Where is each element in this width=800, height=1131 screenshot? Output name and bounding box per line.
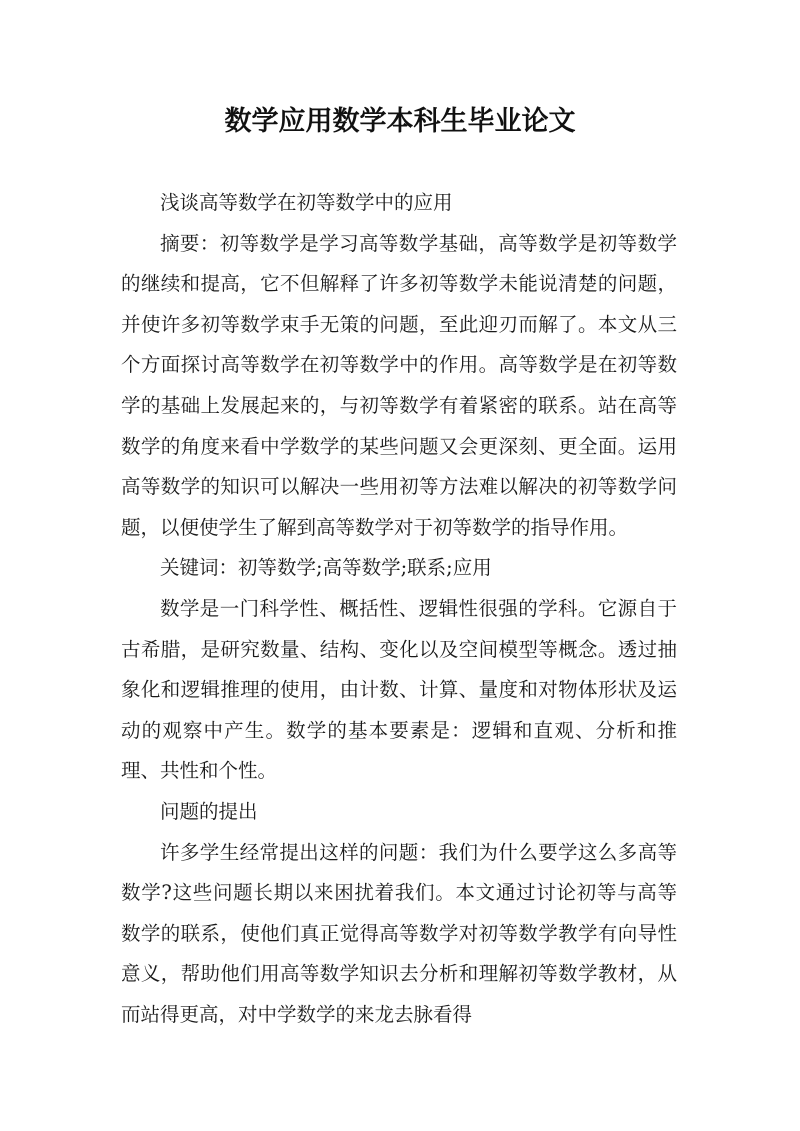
document-title: 数学应用数学本科生毕业论文	[224, 106, 576, 137]
paragraph-keywords: 关键词：初等数学;高等数学;联系;应用	[160, 556, 492, 580]
document-body	[121, 183, 677, 1035]
paragraph-subtitle: 浅谈高等数学在初等数学中的应用	[160, 191, 453, 214]
section-heading: 问题的提出	[160, 799, 258, 823]
paragraph-problem: 许多学生经常提出这样的问题：我们为什么要学这么多高等数学?这些问题长期以来困扰着我们。本文通过讨论初等与高等数学的联系，使他们真正觉得高等数学对初等数学教学有向导性意义，帮助他们用高等数学知识去分析和理解初等数学教材，从而站得更高，对中学数学的来龙去脉看得	[121, 840, 677, 1026]
paragraph-intro: 数学是一门科学性、概括性、逻辑性很强的学科。它源自于古希腊，是研究数量、结构、变化以及空间模型等概念。透过抽象化和逻辑推理的使用，由计数、计算、量度和对物体形状及运动的观察中产生。数学的基本要素是：逻辑和直观、分析和推理、共性和个性。	[121, 596, 677, 783]
paragraph-abstract: 摘要：初等数学是学习高等数学基础，高等数学是初等数学的继续和提高，它不但解释了许多初等数学未能说清楚的问题，并使许多初等数学束手无策的问题，至此迎刃而解了。本文从三个方面探讨高等数学在初等数学中的作用。高等数学是在初等数学的基础上发展起来的，与初等数学有着紧密的联系。站在高等数学的角度来看中学数学的某些问题又会更深刻、更全面。运用高等数学的知识可以解决一些用初等方法难以解决的初等数学问题，以便使学生了解到高等数学对于初等数学的指导作用。	[121, 231, 677, 539]
